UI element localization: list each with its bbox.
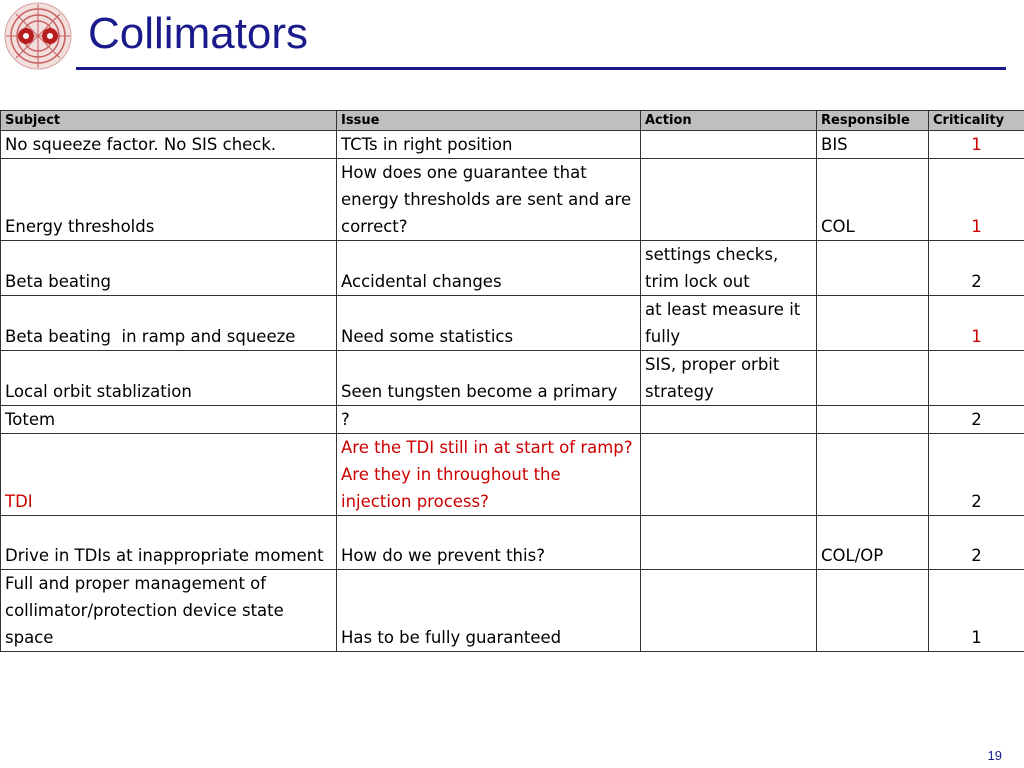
- title-divider: [76, 67, 1006, 70]
- page-number: 19: [987, 748, 1002, 763]
- table-row: [1, 351, 1024, 406]
- table-row: [1, 570, 1024, 652]
- table-row: [1, 159, 1024, 241]
- cell-action: [641, 516, 817, 570]
- cell-action: [641, 131, 817, 159]
- cell-subject: Totem: [1, 406, 337, 434]
- cell-subject: Full and proper management of collimator/protection device state space: [1, 570, 337, 652]
- header-action: Action: [641, 111, 817, 131]
- cell-subject: Beta beating: [1, 241, 337, 296]
- cell-criticality: 1: [929, 570, 1024, 652]
- header-responsible: Responsible: [817, 111, 929, 131]
- table-row: [1, 241, 1024, 296]
- cell-action: [641, 159, 817, 241]
- cell-issue: Has to be fully guaranteed: [337, 570, 641, 652]
- table-row: [1, 131, 1024, 159]
- cell-responsible: [817, 296, 929, 351]
- cell-issue: How do we prevent this?: [337, 516, 641, 570]
- cell-action: [641, 434, 817, 516]
- cell-responsible: [817, 351, 929, 406]
- cell-responsible: COL: [817, 159, 929, 241]
- cell-subject: TDI: [1, 434, 337, 516]
- cell-criticality: 1: [929, 131, 1024, 159]
- header-issue: Issue: [337, 111, 641, 131]
- table-row: [1, 516, 1024, 570]
- table-row: [1, 296, 1024, 351]
- cell-issue: ?: [337, 406, 641, 434]
- collimators-table: [0, 110, 1024, 652]
- cell-responsible: [817, 434, 929, 516]
- cell-action: [641, 570, 817, 652]
- header-criticality: Criticality: [929, 111, 1024, 131]
- cell-action: at least measure it fully: [641, 296, 817, 351]
- cell-responsible: [817, 406, 929, 434]
- cell-criticality: 2: [929, 406, 1024, 434]
- cell-issue: Are the TDI still in at start of ramp? Are they in throughout the injection process?: [337, 434, 641, 516]
- cell-subject: Energy thresholds: [1, 159, 337, 241]
- cell-criticality: 1: [929, 159, 1024, 241]
- cell-action: settings checks, trim lock out: [641, 241, 817, 296]
- cell-subject: Beta beating in ramp and squeeze: [1, 296, 337, 351]
- cell-responsible: BIS: [817, 131, 929, 159]
- header-subject: Subject: [1, 111, 337, 131]
- cell-subject: No squeeze factor. No SIS check.: [1, 131, 337, 159]
- table-header-row: [1, 111, 1024, 131]
- slide-title: Collimators: [88, 9, 309, 58]
- cell-issue: TCTs in right position: [337, 131, 641, 159]
- cell-issue: How does one guarantee that energy thresholds are sent and are correct?: [337, 159, 641, 241]
- cell-issue: Seen tungsten become a primary: [337, 351, 641, 406]
- cell-subject: Drive in TDIs at inappropriate moment: [1, 516, 337, 570]
- cell-subject: Local orbit stablization: [1, 351, 337, 406]
- cell-criticality: 2: [929, 516, 1024, 570]
- table-row: [1, 434, 1024, 516]
- cell-criticality: [929, 351, 1024, 406]
- table-row: [1, 406, 1024, 434]
- lhc-logo-icon: [2, 1, 74, 71]
- cell-action: [641, 406, 817, 434]
- cell-criticality: 2: [929, 241, 1024, 296]
- cell-action: SIS, proper orbit strategy: [641, 351, 817, 406]
- cell-responsible: [817, 570, 929, 652]
- cell-criticality: 1: [929, 296, 1024, 351]
- cell-issue: Accidental changes: [337, 241, 641, 296]
- cell-responsible: [817, 241, 929, 296]
- cell-responsible: COL/OP: [817, 516, 929, 570]
- cell-criticality: 2: [929, 434, 1024, 516]
- cell-issue: Need some statistics: [337, 296, 641, 351]
